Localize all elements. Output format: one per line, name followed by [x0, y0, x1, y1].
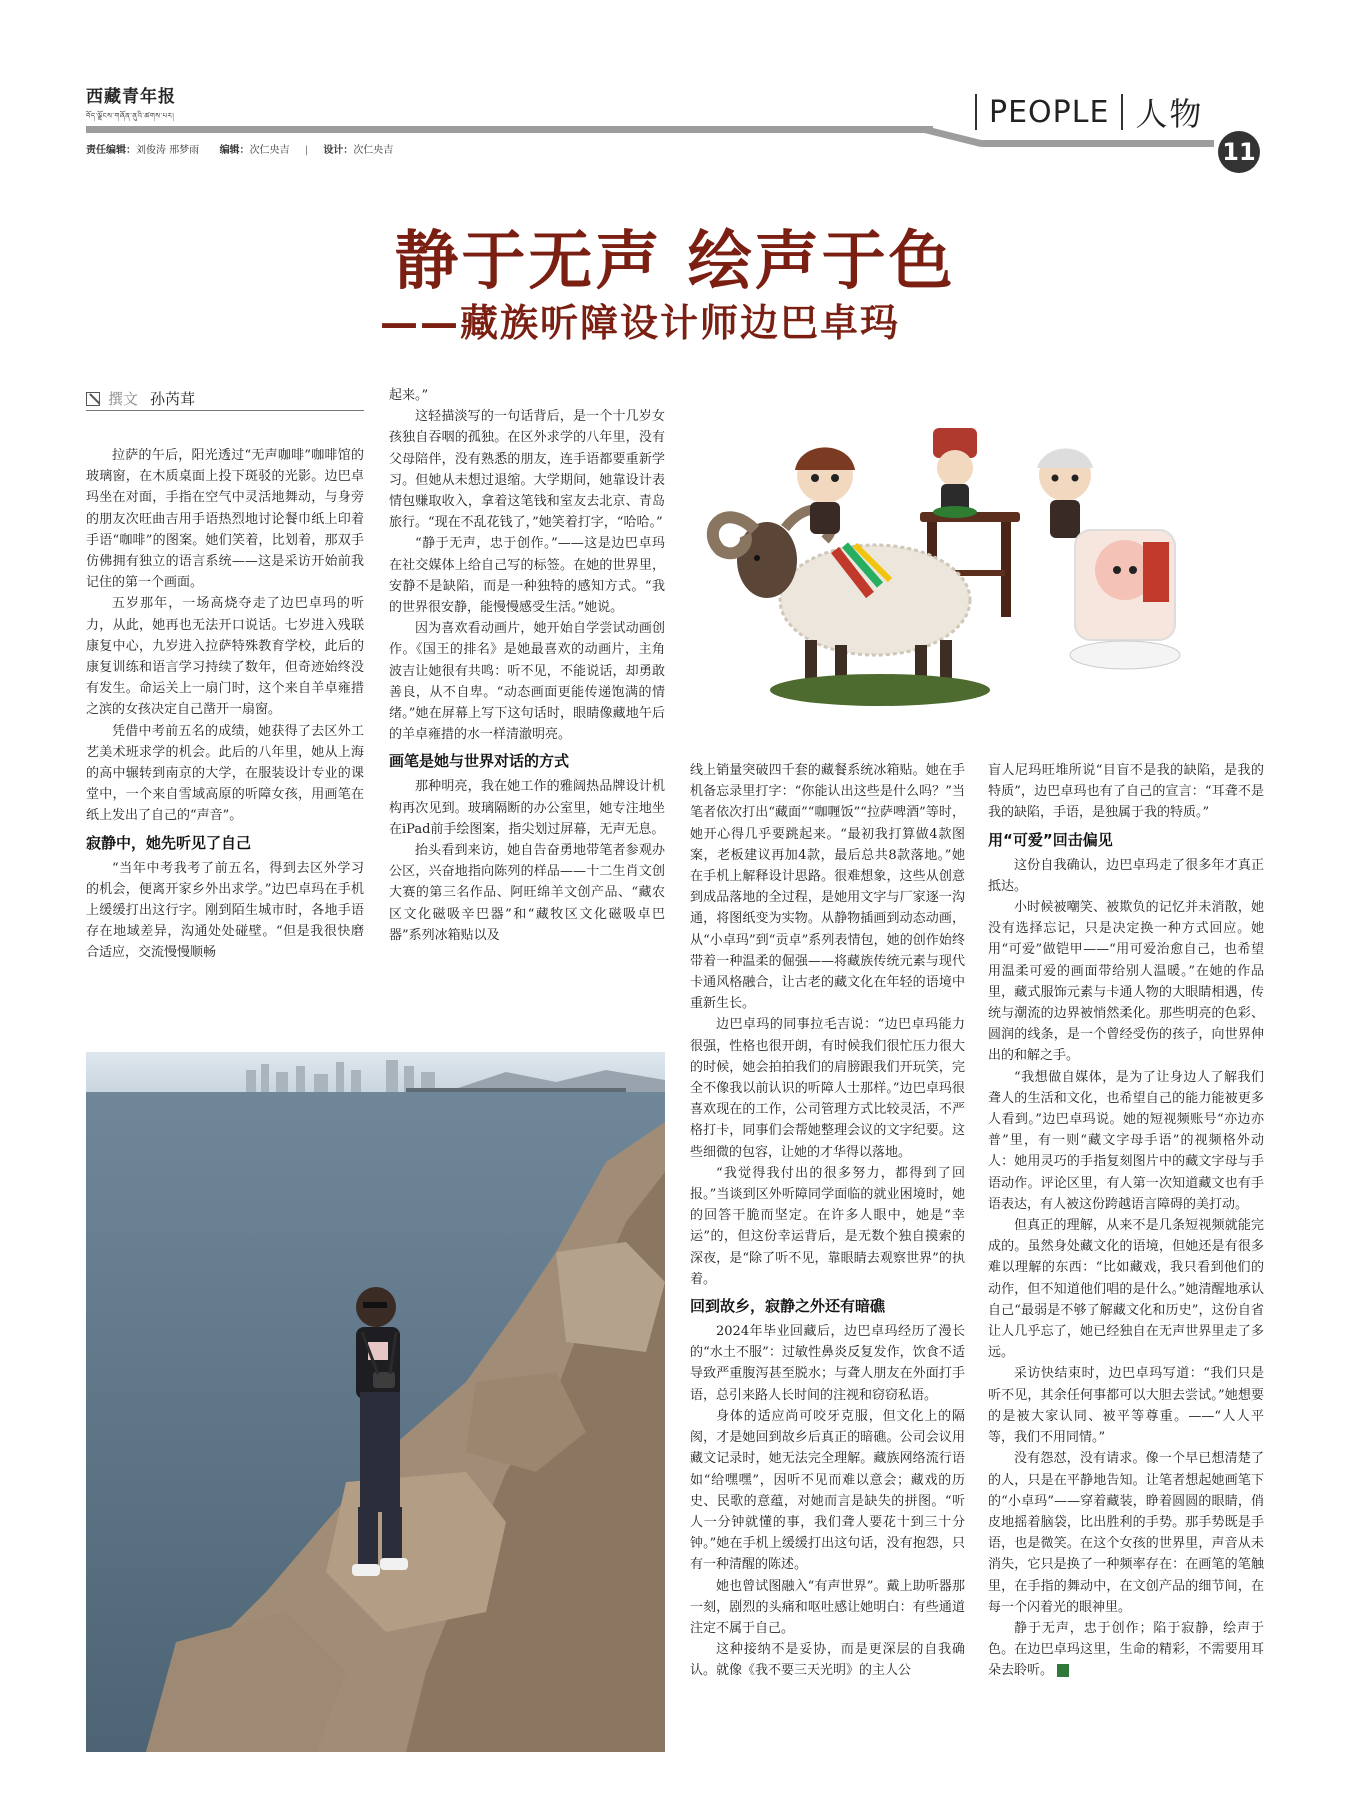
article-column-4 — [988, 760, 1264, 1682]
header-rule — [86, 126, 933, 133]
article-headline: 静于无声 绘声于色 — [394, 225, 956, 299]
end-mark-icon — [1057, 1664, 1069, 1677]
byline — [86, 387, 364, 411]
section-divider — [1121, 94, 1123, 130]
section-heading: 寂静中，她先听见了自己 — [86, 833, 252, 852]
newspaper-name-tibetan: བོད་ལྗོངས་གཞོན་ནུའི་ཚགས་པར། — [86, 112, 175, 120]
paragraph: 这轻描淡写的一句话背后，是一个十几岁女孩独自吞咽的孤独。在区外求学的八年里，没有父母陪伴，没有熟悉的朋友，连手语都要重新学习。但她从未想过退缩。大学期间，她靠设计表情包赚取收入，拿着这笔钱和室友去北京、青岛旅行。“现在不乱花钱了，”她笑着打字，“哈哈。” — [389, 409, 665, 531]
design-label: 设计： — [323, 145, 354, 156]
paragraph: 那种明亮，我在她工作的雅阔热品牌设计机构再次见到。玻璃隔断的办公室里，她专注地坐在iPad前手绘图案，指尖划过屏幕，无声无息。 — [389, 779, 665, 837]
article-column-3 — [690, 760, 965, 1682]
paragraph: 这份自我确认，边巴卓玛走了很多年才真正抵达。 — [988, 857, 1264, 894]
closing-text: 静于无声，忠于创作；陷于寂静，绘声于色。在边巴卓玛这里，生命的精彩，不需要用耳朵去聆听。 — [988, 1620, 1264, 1679]
paragraph: 身体的适应尚可咬牙克服，但文化上的隔阂，才是她回到故乡后真正的暗礁。公司会议用藏文记录时，她无法完全理解。藏族网络流行语如“给嘿嘿”，因听不见而难以意会；藏戏的历史、民歌的意蕴，对她而言是缺失的拼图。“听人一分钟就懂的事，我们聋人要花十到三十分钟。”她在手机上缓缓打出这句话，没有抱怨，只有一种清醒的陈述。 — [690, 1408, 965, 1573]
paragraph: 线上销量突破四千套的藏餐系统冰箱贴。她在手机备忘录里打字：“你能认出这些是什么吗？”当笔者依次打出“藏面”“咖喱饭”“拉萨啤酒”等时，她开心得几乎要跳起来。“最初我打算做4款图案，老板建议再加4款，最后总共8款落地。”她在手机上解释设计思路。很难想象，这些从创意到成品落地的全过程，是她用文字与厂家逐一沟通，将图纸变为实物。从静物插画到动态动画，从“小卓玛”到“贡卓”系列表情包，她的创作始终带着一种温柔的倔强——将藏族传统元素与现代卡通风格融合，让古老的藏文化在年轻的语境中重新生长。 — [690, 763, 965, 1012]
paragraph: “当年中考我考了前五名，得到去区外学习的机会，便离开家乡外出求学。”边巴卓玛在手机上缓缓打出这行字。刚到陌生城市时，各地手语存在地域差异，沟通处处碰壁。“但是我很快磨合适应，交流慢慢顺畅 — [86, 860, 364, 961]
paragraph: 但真正的理解，从来不是几条短视频就能完成的。虽然身处藏文化的语境，但她还是有很多难以理解的东西：“比如藏戏，我只看到他们的动作，但不知道他们唱的是什么。”她清醒地承认自己“最弱是不够了解藏文化和历史”，这份自省让人几乎忘了，她已经独自在无声世界里走了多远。 — [988, 1218, 1264, 1361]
section-name-en: PEOPLE — [989, 94, 1110, 130]
paragraph: 边巴卓玛的同事拉毛吉说：“边巴卓玛能力很强，性格也很开朗，有时候我们很忙压力很大的时候，她会拍拍我们的肩膀跟我们开玩笑，完全不像我以前认识的听障人士那样。”边巴卓玛很喜欢现在的工作，公司管理方式比较灵活，不严格打卡，同事们会帮她整理会议的文字纪要。这些细微的包容，让她的才华得以落地。 — [690, 1017, 965, 1160]
paragraph: 采访快结束时，边巴卓玛写道：“我们只是听不见，其余任何事都可以大胆去尝试。”她想要的是被大家认同、被平等尊重。——“人人平等，我们不用同情。” — [988, 1366, 1264, 1446]
section-divider — [975, 94, 977, 130]
section-name-cn: 人物 — [1135, 95, 1204, 133]
paragraph: 没有怨怼，没有请求。像一个早已想清楚了的人，只是在平静地告知。让笔者想起她画笔下的“小卓玛”——穿着藏装，睁着圆圆的眼睛，俏皮地摇着脑袋，比出胜利的手势。那手势既是手语，也是微笑。在这个女孩的世界里，声音从未消失，它只是换了一种频率存在：在画笔的笔触里，在手指的舞动中，在文创产品的细节间，在每一个闪着光的眼神里。 — [988, 1451, 1264, 1615]
section-heading: 回到故乡，寂静之外还有暗礁 — [690, 1297, 886, 1316]
page-number-badge: 11 — [1218, 131, 1260, 173]
chief-editors: 刘俊涛 邢梦雨 — [136, 145, 200, 156]
article-subheadline: ——藏族听障设计师边巴卓玛 — [380, 301, 901, 345]
paragraph: “静于无声，忠于创作。”——这是边巴卓玛在社交媒体上给自己写的标签。在她的世界里，安静不是缺陷，而是一种独特的感知方式。“我的世界很安静，能慢慢感受生活。”她说。 — [389, 536, 665, 616]
paragraph: 拉萨的午后，阳光透过“无声咖啡”咖啡馆的玻璃窗，在木质桌面上投下斑驳的光影。边巴卓玛坐在对面，手指在空气中灵活地舞动，与身旁的朋友次旺曲吉用手语热烈地讨论餐巾纸上印着手语“咖啡”的图案。她们笑着，比划着，那双手仿佛拥有独立的语言系统——这是采访开始前我记住的第一个画面。 — [86, 448, 364, 591]
pen-icon — [86, 392, 100, 406]
paragraph: 因为喜欢看动画片，她开始自学尝试动画创作。《国王的排名》是她最喜欢的动画片，主角波吉让她很有共鸣：听不见，不能说话，却勇敢善良，从不自卑。“动态画面更能传递饱满的情绪。”她在屏幕上写下这句话时，眼睛像藏地午后的羊卓雍措的水一样清澈明亮。 — [389, 621, 665, 743]
article-column-1 — [86, 445, 364, 964]
credits-separator: | — [304, 145, 309, 156]
paragraph — [988, 1618, 1264, 1682]
section-heading: 用“可爱”回击偏见 — [988, 830, 1113, 849]
section-heading: 画笔是她与世界对话的方式 — [389, 752, 570, 771]
section-tag — [963, 92, 1203, 132]
paragraph: 盲人尼玛旺堆所说“目盲不是我的缺陷，是我的特质”，边巴卓玛也有了自己的宣言：“耳聋不是我的缺陷，手语，是独属于我的特质。” — [988, 763, 1264, 821]
paragraph: 这种接纳不是妥协，而是更深层的自我确认。就像《我不要三天光明》的主人公 — [690, 1642, 965, 1679]
portrait-photo — [86, 1052, 665, 1752]
masthead — [86, 82, 176, 128]
paragraph: 她也曾试图融入“有声世界”。戴上助听器那一刻，剧烈的头痛和呕吐感让她明白：有些通道注定不属于自己。 — [690, 1578, 965, 1636]
editor-label: 编辑： — [219, 145, 250, 156]
newspaper-name: 西藏青年报 — [86, 87, 176, 107]
editor: 次仁央吉 — [249, 145, 290, 156]
byline-author: 孙芮茸 — [150, 390, 196, 408]
designer: 次仁央吉 — [353, 145, 394, 156]
article-column-2 — [389, 385, 665, 946]
figurines-photo — [695, 420, 1200, 716]
byline-role: 撰文 — [108, 390, 139, 408]
paragraph: 抬头看到来访，她自告奋勇地带笔者参观办公区，兴奋地指向陈列的样品——十二生肖文创大赛的第三名作品、阿旺绵羊文创产品、“藏农区文化磁吸辛巴器”和“藏牧区文化磁吸卓巴器”系列冰箱贴以及 — [389, 843, 665, 943]
paragraph: 小时候被嘲笑、被欺负的记忆并未消散，她没有选择忘记，只是决定换一种方式回应。她用“可爱”做铠甲——“用可爱治愈自己，也希望用温柔可爱的画面带给别人温暖。”在她的作品里，藏式服饰元素与卡通人物的大眼睛相遇，传统与潮流的边界被悄然柔化。那些明亮的色彩、圆润的线条，是一个曾经受伤的孩子，向世界伸出的和解之手。 — [988, 900, 1264, 1064]
paragraph: 五岁那年，一场高烧夺走了边巴卓玛的听力，从此，她再也无法开口说话。七岁进入残联康复中心，九岁进入拉萨特殊教育学校，此后的康复训练和语言学习持续了数年，但奇迹始终没有发生。命运关上一扇门时，这个来自羊卓雍措之滨的女孩决定自己凿开一扇窗。 — [86, 596, 364, 718]
paragraph: “我觉得我付出的很多努力，都得到了回报。”当谈到区外听障同学面临的就业困境时，她的回答干脆而坚定。在许多人眼中，她是“幸运”的，但这份幸运背后，是无数个独自摸索的深夜，是“除了听不见，靠眼睛去观察世界”的执着。 — [690, 1165, 965, 1287]
paragraph: 凭借中考前五名的成绩，她获得了去区外工艺美术班求学的机会。此后的八年里，她从上海的高中辗转到南京的大学，在服装设计专业的课堂中，一个来自雪域高原的听障女孩，用画笔在纸上发出了自己的“声音”。 — [86, 723, 364, 824]
paragraph: 起来。” — [389, 388, 429, 403]
header-rule-right — [982, 140, 1214, 147]
editor-credits — [86, 141, 393, 156]
paragraph: 2024年毕业回藏后，边巴卓玛经历了漫长的“水土不服”：过敏性鼻炎反复发作，饮食不适导致严重腹泻甚至脱水；与聋人朋友在外面打手语，总引来路人长时间的注视和窃窃私语。 — [690, 1324, 965, 1403]
paragraph: “我想做自媒体，是为了让身边人了解我们聋人的生活和文化，也希望自己的能力能被更多人看到。”边巴卓玛说。她的短视频账号“亦边亦普”里，有一则“藏文字母手语”的视频格外动人：她用灵巧的手指复刻图片中的藏文字母与手语动作。评论区里，有人第一次知道藏文也有手语表达，有人被这份跨越语言障碍的美打动。 — [988, 1069, 1264, 1212]
chief-editor-label: 责任编辑： — [86, 145, 136, 156]
